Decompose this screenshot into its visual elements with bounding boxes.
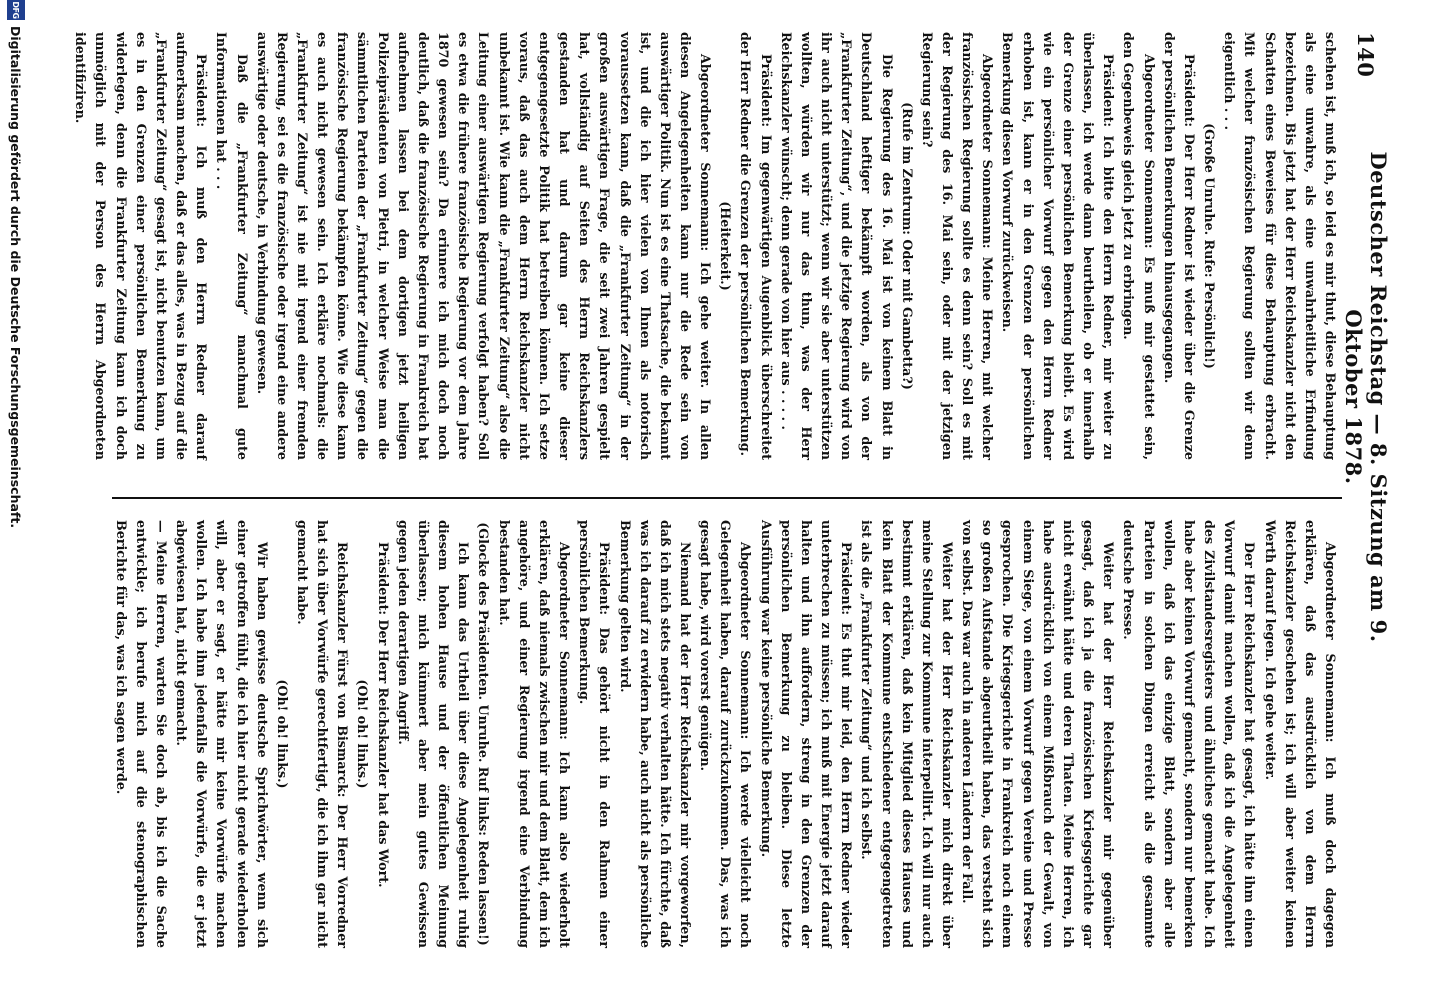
- stage-direction: (Oh! oh! links.): [274, 679, 290, 789]
- paragraph: Präsident: Der Herr Redner ist wieder über die Grenze der persönlichen Bemerkungen hinausgegangen.: [1161, 32, 1197, 460]
- paragraph: — Meine Herren, warten Sie doch ab, bis ich die Sache entwickle; ich berufe mich auf die stenographischen Berichte für das, was ich sagen werde.: [113, 520, 169, 948]
- paragraph: Der Herr Reichskanzler hat gesagt, ich hätte ihm einen Vorwurf damit machen wollen, daß ich die Angelegenheit des Zivilstandesregisters und ähnliches gemacht habe. Ich habe aber keinen Vorwurf gemacht, sondern nur bemerken wollen, daß ich das einzige Blatt, sondern aber alle Parteien in solchen Dingen erreicht als die gesammte deutsche Presse.: [1121, 520, 1258, 948]
- stage-direction: (Glocke des Präsidenten. Unruhe. Ruf links: Reden lassen!): [476, 522, 492, 946]
- stage-direction: (Rufe im Zentrum: Oder mit Gambetta?): [899, 102, 915, 390]
- paragraph: Ich kann das Urtheil über diese Angelegenheit ruhig diesem hohen Hause und der öffentlichen Meinung überlassen; mich kümmert aber mein gutes Gewissen gegen jeden derartigen Angriff.: [395, 520, 472, 948]
- page-header: [1341, 32, 1391, 962]
- paragraph: Daß die „Frankfurter Zeitung“ manchmal gute Informationen hat . . .: [214, 32, 250, 460]
- stage-direction: (Heiterkeit.): [718, 201, 734, 291]
- stage-direction: (Große Unruhe. Rufe: Persönlich!): [1202, 123, 1218, 369]
- running-title: Deutscher Reichstag — 8. Sitzung am 9. Oktober 1878.: [1341, 151, 1391, 643]
- right-column: [110, 520, 1340, 948]
- dfg-logo-icon: DFG: [7, 0, 25, 20]
- column-divider: [112, 497, 1342, 499]
- paragraph: Weiter hat der Herr Reichskanzler mir gegenüber gesagt, daß ich ja die französischen Kriegsgerichte gar nicht erwähnt hätte und deren Thaten. Meine Herren, ich habe ausdrücklich von einem Mißbrauch der Gewalt, von einem Siege, von einem Vorwurf gegen Vereine und Presse gesprochen. Die Kriegsgerichte in Frankreich noch einem so großen Aufstande abgeurtheilt haben, das versteht sich von selbst. Das war auch in anderen Ländern der Fall.: [960, 520, 1117, 948]
- credit-text: Digitalisierung gefördert durch die Deutsche Forschungsgemeinschaft.: [8, 26, 24, 529]
- left-column: [70, 32, 1340, 460]
- paragraph: Abgeordneter Sonnemann: Ich muß doch dagegen erklären, daß das ausdrücklich von dem Herrn Reichskanzler geschehen ist; ich will aber weiter keinen Werth darauf legen. Ich gehe weiter.: [1262, 520, 1338, 948]
- paragraph: Abgeordneter Sonnemann: Ich gehe weiter. In allen diesen Angelegenheiten kann nur die Rede sein von auswärtiger Politik. Nun ist es eine Thatsache, die bekannt ist, und die ich hier vielen von Ihnen als notorisch voraussetzen kann, daß die „Frankfurter Zeitung“ in der großen auswärtigen Frage, die seit zwei Jahren gespielt hat, vollständig auf Seiten des Herrn Reichskanzlers gestanden hat und darum gar keine dieser entgegengesetzte Politik hat betreiben können. Ich setze voraus, daß das auch dem Herrn Reichskanzler nicht unbekannt ist. Wie kann die „Frankfurter Zeitung“ also die Leitung einer auswärtigen Regierung verfolgt haben? Soll es etwa die frühere französische Regierung vor dem Jahre 1870 gewesen sein? Da erinnere ich mich doch noch deutlich, daß die französische Regierung in Frankreich bat aufnehmen lassen bei dem dortigen jetzt heiligen Polizeipräsidenten von Pietri, in welcher Weise man die sämmtlichen Parteien der „Frankfurter Zeitung“ gegen die französische Regierung bekämpfen könne. Wie diese kann es auch nicht gewesen sein. Ich erkläre nochmals: die „Frankfurter Zeitung“ ist nie mit irgend einer fremden Regierung, sei es die französische oder irgend eine andere auswärtige oder deutsche, in Verbindung gewesen.: [254, 32, 714, 460]
- paragraph: Niemand hat der Herr Reichskanzler mir vorgeworfen, daß ich mich stets negativ verhalten hätte. Ich fürchte, daß was ich darauf zu erwidern habe, auch nicht als persönliche Bemerkung gelten wird.: [617, 520, 693, 948]
- paragraph: Reichskanzler Fürst von Bismarck: Der Herr Vorredner hat sich über Vorwürfe gerechtfertigt, die ich ihm gar nicht gemacht habe.: [295, 520, 351, 948]
- paragraph: schehen ist, muß ich, so leid es mir thut, diese Behauptung als eine unwahre, als eine unwahrheitliche Erfindung bezeichnen. Bis jetzt hat der Herr Reichskanzler nicht den Schatten eines Beweises für diese Behauptung erbracht. Mit welcher französischen Regierung sollten wir denn eigentlich . . .: [1222, 32, 1338, 460]
- paragraph: Abgeordneter Sonnemann: Es muß mir gestattet sein, den Gegenbeweis gleich jetzt zu erbringen.: [1121, 32, 1157, 460]
- paragraph: Die Regierung des 16. Mai ist von keinem Blatt in Deutschland heftiger bekämpft worden, als von der „Frankfurter Zeitung“, und die jetzige Regierung wird von ihr auch nicht unterstützt; wenn wir sie aber unterstützen wollten, würden wir nur das thun, was der Herr Reichskanzler wünscht; denn gerade von hier aus . . . . .: [778, 32, 895, 460]
- paragraph: Weiter hat der Herr Reichskanzler mich direkt über meine Stellung zur Kommune interpellirt. Ich will nur auch bestimmt erklären, daß kein Mitglied dieses Hauses und kein Blatt der Kommune entschiedener entgegengetreten ist als die „Frankfurter Zeitung“ und ich selbst.: [859, 520, 956, 948]
- paragraph: Präsident: Das gehört nicht in den Rahmen einer persönlichen Bemerkung.: [577, 520, 613, 948]
- paragraph: Wir haben gewisse deutsche Sprichwörter, wenn sich einer getroffen fühlt, die ich hier nicht gerade wiederholen will, aber er sagt, er hätte mir keine Vorwürfe machen wollen. Ich habe ihm jedenfalls die Vorwürfe, die er jetzt abgewiesen hat, nicht gemacht.: [174, 520, 270, 948]
- paragraph: Präsident: Der Herr Reichskanzler hat das Wort.: [375, 542, 391, 888]
- paragraph: Präsident: Es thut mir leid, den Herrn Redner wieder unterbrechen zu müssen; ich muß mit Energie jetzt darauf halten und ihn auffordern, streng in den Grenzen der persönlichen Bemerkung zu bleiben. Diese letzte Ausführung war keine persönliche Bemerkung.: [758, 520, 855, 948]
- stage-direction: (Oh! oh! links.): [355, 679, 371, 789]
- digitization-credit: [3, 0, 29, 1000]
- paragraph: Abgeordneter Sonnemann: Meine Herren, mit welcher französischen Regierung sollte es denn sein? Soll es mit der Regierung des 16. Mai sein, oder mit der jetzigen Regierung sein?: [919, 32, 996, 460]
- paragraph: Präsident: Ich muß den Herrn Redner darauf aufmerksam machen, daß er das alles, was in Bezug auf die „Frankfurter Zeitung“ gesagt ist, nicht benutzen kann, um es in den Grenzen einer persönlichen Bemerkung zu widerlegen, denn die Frankfurter Zeitung kann ich doch unmöglich mit der Person des Herrn Abgeordneten identifiziren.: [73, 32, 210, 460]
- paragraph: Präsident: Im gegenwärtigen Augenblick überschreitet der Herr Redner die Grenzen der persönlichen Bemerkung.: [738, 32, 774, 460]
- paragraph: Abgeordneter Sonnemann: Ich kann also wiederholt erklären, daß niemals zwischen mir und dem Blatt, dem ich angehöre, und einer Regierung irgend eine Verbindung bestanden hat.: [496, 520, 573, 948]
- page-number: 140: [1353, 32, 1379, 78]
- paragraph: Abgeordneter Sonnemann: Ich werde vielleicht noch Gelegenheit haben, darauf zurückzukommen. Das, was ich gesagt habe, wird vorerst genügen.: [698, 520, 754, 948]
- paragraph: Präsident: Ich bitte den Herrn Redner, mir weiter zu überlassen, ich werde dann beurtheilen, ob er innerhalb der Grenze einer persönlichen Bemerkung bleibt. Es wird wie ein persönlicher Vorwurf gegen den Herrn Redner erhoben ist, kann er in den Grenzen der persönlichen Bemerkung diesen Vorwurf zurückweisen.: [1000, 32, 1117, 460]
